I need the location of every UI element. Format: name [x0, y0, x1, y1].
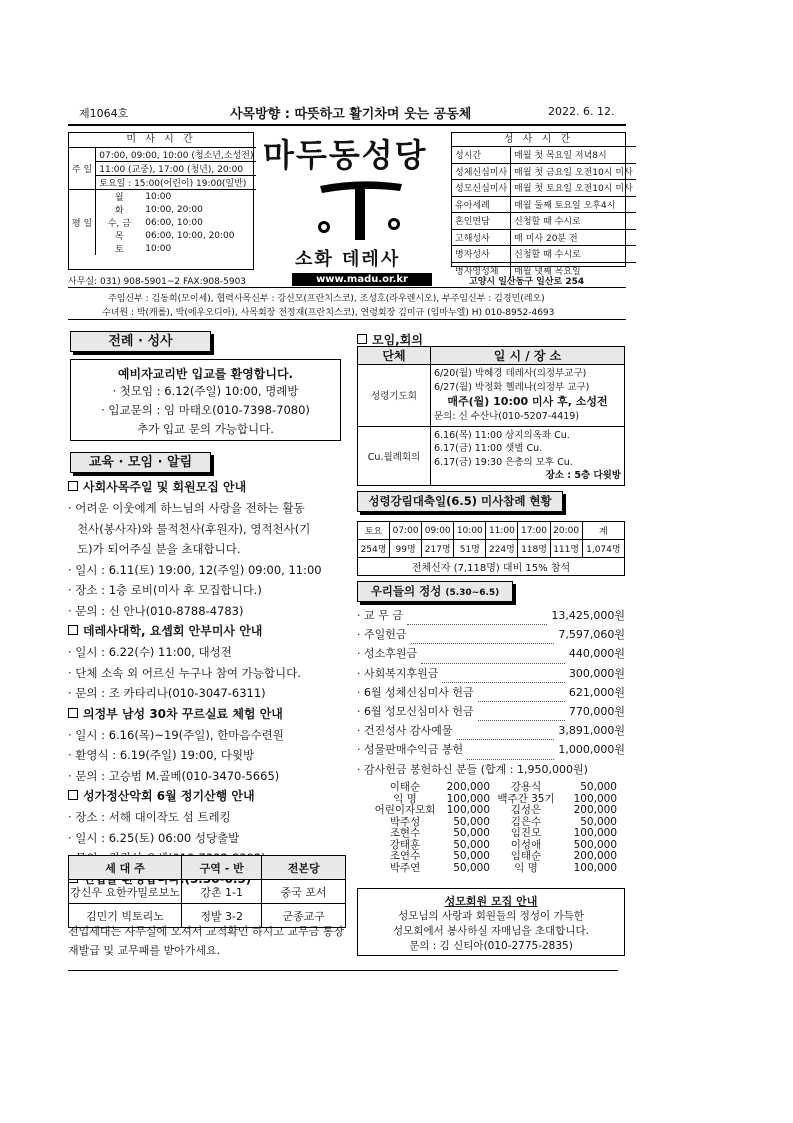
sacrament-name: 성체신심미사: [452, 163, 511, 180]
offering-row: [357, 740, 625, 759]
donor-name: 강태훈: [389, 838, 421, 851]
meeting-group: 성령기도회: [358, 365, 431, 427]
meeting-place: 장소 : 5층 다윗방: [545, 470, 621, 481]
donor-amount: 500,000: [573, 838, 617, 851]
sacrament-row: [452, 229, 636, 246]
sacrament-row: [452, 163, 636, 180]
offering-row: [357, 644, 625, 663]
meetings-header: 일 시 / 장 소: [431, 347, 625, 365]
staff-line: 수녀원 : 박(캐롤), 박(에우오디아), 사목회장 전정재(프란치스코), 연령회장 김미규 (임마누엘) H) 010-8952-4693: [102, 308, 555, 318]
donor-row: [370, 851, 620, 863]
square-bullet-icon: [68, 708, 78, 718]
news-line: · 단체 소속 외 어르신 누구나 참여 가능합니다.: [68, 665, 301, 680]
attendance-value: 99명: [390, 540, 422, 558]
donor-amount: 100,000: [573, 827, 617, 839]
donor-row: [370, 863, 620, 875]
office-address: 고양시 일산동구 일산로 254: [469, 277, 585, 287]
donor-amount: 50,000: [453, 850, 490, 862]
offering-name: · 사회복지후원금: [357, 666, 439, 680]
dot-leader: [442, 664, 565, 683]
issue-date: 2022. 6. 12.: [548, 105, 615, 118]
catechumen-line: · 입교문의 : 임 마태오(010-7398-7080): [101, 403, 310, 417]
attendance-header: 09:00: [422, 522, 454, 540]
meeting-details: [431, 426, 625, 485]
attendance-note-row: [358, 558, 625, 576]
news-line: · 일시 : 6.11(토) 19:00, 12(주일) 09:00, 11:00: [68, 562, 322, 577]
weekday-day: 토: [114, 245, 124, 255]
sacrament-row: [452, 246, 636, 263]
sacrament-time: 매월 둘째 토요일 오후4시: [511, 196, 636, 213]
saturday-times: 토요일 : 15:00(어린이) 19:00(일반): [96, 176, 257, 190]
sunday-row-3: [69, 176, 256, 190]
offering-name: · 6월 성체신심미사 헌금: [357, 685, 474, 699]
dot-leader: [478, 683, 565, 702]
offering-row: [357, 683, 625, 702]
meeting-highlight: 매주(월) 10:00 미사 후, 소성전: [447, 395, 608, 408]
meeting-line: 6/27(월) 박정화 헬레나(의정부 교구): [434, 381, 590, 393]
sacrament-name: 병자성사: [452, 246, 511, 263]
attendance-note: 전체신자 (7,118명) 대비 15% 참석: [358, 558, 625, 576]
sacrament-time: 신청할 때 수시로: [511, 213, 636, 230]
office-divider: [68, 287, 626, 288]
news-title-text: 데레사대학, 요셉회 안부미사 안내: [83, 624, 263, 638]
offering-period: (5.30~6.5): [445, 588, 500, 598]
catechumen-title: 예비자교리반 입교를 환영합니다.: [117, 367, 294, 381]
dot-leader: [467, 740, 554, 759]
meeting-details: [431, 365, 625, 427]
sacrament-name: 병자영성체: [452, 262, 511, 278]
transfer-header: 전본당: [262, 856, 346, 880]
offering-name: · 교 무 금: [357, 609, 403, 622]
offering-list: [357, 606, 625, 779]
attendance-table: [357, 521, 625, 576]
parish-name: 마두동성당: [263, 136, 428, 174]
donor-amount: 100,000: [573, 792, 617, 805]
offering-amount: 1,000,000원: [558, 743, 625, 757]
offering-amount: 621,000원: [568, 685, 625, 699]
sacraments-box: [451, 132, 633, 277]
attendance-value: 118명: [518, 540, 550, 558]
attendance-header: 계: [582, 522, 624, 540]
news-line: · 문의 : 고승범 M.골베(010-3470-5665): [68, 768, 280, 783]
square-bullet-icon: [68, 481, 78, 491]
parish-patron: 소화 데레사: [295, 249, 401, 270]
table-row: [69, 880, 346, 904]
donor-name: 백주간 35기: [497, 792, 555, 805]
news-title: [68, 477, 348, 498]
square-bullet-icon: [357, 334, 367, 344]
sunday-times-2: 11:00 (교중), 17:00 (청년), 20:00: [96, 162, 257, 176]
offering-row: [357, 625, 625, 644]
transfer-header-row: [69, 856, 346, 880]
news-line: · 일시 : 6.22(수) 11:00, 대성전: [68, 645, 232, 659]
transfer-cell: 중국 포서: [262, 880, 346, 904]
donor-amount: 50,000: [453, 815, 490, 828]
issue-number: 제1064호: [79, 107, 129, 120]
news-line: · 어려운 이웃에게 하느님의 사랑을 전하는 활동: [68, 501, 305, 515]
donor-name: 익 명: [514, 861, 538, 874]
offering-name: · 6월 성모신심미사 헌금: [357, 705, 474, 719]
sacrament-time: 매 미사 20분 전: [511, 229, 636, 246]
sacrament-time: 매월 첫 금요일 오전10시 미사: [511, 163, 636, 180]
meeting-line: 6.17(금) 11:00 샛별 Cu.: [434, 443, 543, 454]
sacrament-row: [452, 196, 636, 213]
meeting-line: 6.17(금) 19:30 은총의 모후 Cu.: [434, 456, 573, 468]
news-title-text: 사회사목주일 및 회원모집 안내: [83, 480, 247, 494]
news-line: · 문의 : 조 카타리나(010-3047-6311): [68, 686, 266, 700]
meeting-contact: 문의: 신 수산나(010-5207-4419): [434, 411, 580, 422]
news-line: · 일시 : 6.16(목)~19(주일), 한마음수련원: [68, 727, 284, 742]
donor-name: 어린이자모회: [374, 804, 436, 816]
dot-leader: [457, 721, 555, 740]
weekday-time: 10:00, 20:00: [145, 204, 203, 215]
meetings-header: 단체: [358, 347, 431, 365]
donor-amount: 200,000: [573, 804, 617, 816]
donor-amount: 50,000: [580, 815, 617, 828]
offering-title: [357, 581, 513, 602]
attendance-value: 1,074명: [582, 540, 624, 558]
donor-name: 박주연: [389, 861, 421, 874]
donor-name: 강용식: [510, 781, 542, 793]
donor-amount: 100,000: [446, 792, 490, 805]
donor-name: 조연수: [389, 850, 421, 862]
transfer-cell: 강촌 1-1: [182, 880, 262, 904]
weekday-day: 수, 금: [107, 219, 131, 229]
donor-name: 임태순: [510, 850, 542, 862]
attendance-value: 111명: [550, 540, 582, 558]
cross-logo-icon: [310, 172, 410, 242]
sunday-label: 주 일: [69, 148, 96, 190]
donor-amount: 50,000: [453, 827, 490, 839]
offering-amount: 770,000원: [568, 705, 625, 719]
news-title-text: 성가정산악회 6월 정기산행 안내: [83, 789, 255, 803]
dot-leader: [421, 644, 565, 663]
weekday-row-tue: [69, 203, 256, 216]
news-title: [68, 786, 348, 807]
news-title: [68, 621, 348, 642]
offering-row: [357, 721, 625, 740]
offering-name: · 성소후원금: [357, 647, 418, 661]
donors-title: · 감사헌금 봉헌하신 분들 (합계 : 1,950,000원): [357, 762, 588, 776]
transfer-cell: 군종교구: [262, 904, 346, 928]
donor-amount: 50,000: [580, 781, 617, 793]
transfer-title-text: 전입을 환영합니다.(5.30-6.5): [83, 871, 252, 886]
transfer-header: 세 대 주: [69, 856, 182, 880]
sacrament-time: 매월 넷째 목요일: [511, 262, 636, 278]
donor-amount: 200,000: [446, 781, 490, 793]
catechumen-box: [70, 359, 341, 441]
footer-divider: [68, 970, 618, 971]
meeting-group: Cu.월례회의: [358, 426, 431, 485]
catechumen-line: · 첫모임 : 6.12(주일) 10:00, 명례방: [112, 384, 299, 398]
weekday-time: 06:00, 10:00: [145, 217, 203, 228]
meetings-header-row: [358, 347, 625, 365]
recruit-box: [357, 888, 625, 956]
news-line: · 문의 : 신 안나(010-8788-4783): [68, 603, 244, 618]
offering-title-text: 우리들의 정성: [370, 584, 442, 598]
offering-name: · 주일헌금: [357, 628, 407, 642]
meetings-table: [357, 346, 625, 486]
attendance-header: 20:00: [550, 522, 582, 540]
offering-amount: 3,891,000원: [558, 724, 625, 738]
donor-name: 김은수: [510, 815, 542, 828]
weekday-time: 10:00: [145, 243, 172, 254]
sacrament-name: 혼인면담: [452, 213, 511, 230]
priests-line: 주임신부 : 김동희(모이세), 협력사목신부 : 강신모(프란치스코), 조성호(라우렌시오), 부주임신부 : 김경민(레오): [108, 294, 545, 304]
weekday-day: 목: [114, 232, 124, 242]
attendance-value: 254명: [358, 540, 390, 558]
sacrament-time: 신청할 때 수시로: [511, 246, 636, 263]
sacrament-row: [452, 213, 636, 230]
office-contact: 사무실: 031) 908-5901~2 FAX:908-5903: [68, 277, 247, 287]
dot-leader: [407, 606, 548, 625]
website-link[interactable]: www.madu.or.kr: [292, 273, 432, 286]
staff-divider: [68, 319, 626, 320]
donor-amount: 50,000: [453, 861, 490, 874]
news-line: · 장소 : 서해 대이작도 섬 트레킹: [68, 810, 231, 824]
sacrament-name: 고해성사: [452, 229, 511, 246]
offering-name: · 성물판매수익금 봉헌: [357, 743, 464, 757]
meeting-line: 6.16(목) 11:00 상지의옥좌 Cu.: [434, 429, 570, 441]
mass-times-box: [68, 132, 254, 270]
weekday-row-thu: [69, 229, 256, 242]
donor-row: [370, 805, 620, 817]
offering-amount: 300,000원: [568, 666, 625, 680]
attendance-values-row: [358, 540, 625, 558]
donor-row: [370, 782, 620, 794]
offering-amount: 440,000원: [568, 647, 625, 661]
recruit-line: 성모님의 사랑과 회원들의 정성이 가득한: [398, 910, 584, 922]
news-title-text: 의정부 남성 30차 꾸르실료 체험 안내: [83, 706, 283, 721]
donor-name: 이성애: [510, 838, 542, 851]
news-line: 천사(봉사자)와 물적천사(후원자), 영적천사(기: [77, 521, 311, 536]
sacrament-name: 성시간: [452, 147, 511, 164]
donor-name: 김성은: [510, 804, 542, 816]
weekday-time: 06:00, 10:00, 20:00: [145, 230, 235, 241]
square-bullet-icon: [68, 790, 78, 800]
offering-amount: 13,425,000원: [551, 609, 625, 622]
sunday-row-2: [69, 162, 256, 176]
donor-name: 이태순: [389, 781, 421, 793]
recruit-line: 문의 : 김 신티아(010-2775-2835): [409, 940, 573, 952]
donor-row: [370, 828, 620, 840]
attendance-header: 토요: [358, 522, 390, 540]
sunday-times-1: 07:00, 09:00, 10:00 (청소년,소성전): [96, 148, 257, 162]
dot-leader: [478, 702, 565, 721]
section-education: 교육 · 모임 · 알림: [70, 452, 211, 473]
news-line: · 환영식 : 6.19(주일) 19:00, 다윗방: [68, 748, 255, 762]
attendance-value: 224명: [486, 540, 518, 558]
section-liturgy: 전례 · 성사: [70, 331, 211, 352]
offering-row: [357, 702, 625, 721]
recruit-line: 성모회에서 봉사하실 자매님을 초대합니다.: [393, 925, 589, 937]
donor-name: 조현수: [389, 827, 421, 839]
sacrament-name: 유아세례: [452, 196, 511, 213]
news-title: [68, 704, 348, 725]
transfer-note-line: 전입세대는 사무실에 오셔서 교적확인 하시고 교무금 통장: [68, 925, 345, 938]
attendance-value: 51명: [454, 540, 486, 558]
transfer-note-line: 재발급 및 교무패를 받아가세요.: [68, 944, 221, 957]
transfer-header: 구역 - 반: [182, 856, 262, 880]
weekday-day: 화: [114, 206, 124, 216]
donor-name: 익 명: [393, 792, 417, 805]
weekday-label: 평 일: [69, 190, 96, 256]
sacrament-row: [452, 147, 636, 164]
mass-times-table: [69, 147, 256, 255]
offering-row: [357, 664, 625, 683]
attendance-header: 07:00: [390, 522, 422, 540]
transfer-note: [68, 922, 344, 960]
table-row: [358, 365, 625, 427]
news-line: 도)가 되어주실 분을 초대합니다.: [77, 542, 241, 556]
meeting-line: 6/20(월) 박혜경 데레사(의정부교구): [434, 368, 587, 379]
weekday-row-sat: [69, 242, 256, 255]
donors-list: [370, 782, 620, 874]
donor-amount: 200,000: [573, 850, 617, 862]
catechumen-line: 추가 입교 문의 가능합니다.: [137, 422, 274, 436]
news-list: [68, 477, 348, 890]
weekday-row-wed-fri: [69, 216, 256, 229]
square-bullet-icon: [68, 625, 78, 635]
transfer-cell: 강신우 요한카밀로보노: [69, 880, 182, 904]
transfer-cell: 정발 3-2: [182, 904, 262, 928]
attendance-header-row: [358, 522, 625, 540]
sacrament-name: 성모신심미사: [452, 180, 511, 197]
offering-amount: 7,597,060원: [558, 628, 625, 642]
sacrament-time: 매월 첫 목요일 저녁8시: [511, 147, 636, 164]
sacrament-time: 매월 첫 토요일 오전10시 미사: [511, 180, 636, 197]
weekday-time: 10:00: [145, 191, 172, 202]
meetings-title-text: 모임,회의: [372, 333, 423, 347]
donor-name: 임진모: [510, 827, 542, 839]
mass-times-title: 미 사 시 간: [69, 133, 253, 148]
attendance-header: 10:00: [454, 522, 486, 540]
donor-amount: 100,000: [446, 804, 490, 816]
sacraments-title: 성 사 시 간: [452, 133, 625, 147]
attendance-title: 성령강림대축일(6.5) 미사참례 현황: [357, 491, 563, 512]
offering-name: · 건진성사 감사예물: [357, 724, 453, 738]
transfer-cell: 김민기 빅토리노: [69, 904, 182, 928]
news-line: · 일시 : 6.25(토) 06:00 성당출발: [68, 830, 240, 845]
donor-amount: 100,000: [573, 861, 617, 874]
recruit-title: 성모회원 모집 안내: [444, 895, 538, 908]
sacraments-table: [452, 146, 636, 278]
weekday-row-mon: [69, 190, 256, 204]
sunday-row-1: [69, 148, 256, 162]
pastoral-motto: 사목방향 : 따뜻하고 활기차며 웃는 공동체: [230, 107, 472, 122]
header-divider: [68, 124, 626, 126]
donor-amount: 50,000: [453, 838, 490, 851]
news-line: · 문의 : 김진석 요셉(010-7332-8392): [68, 851, 266, 865]
table-row: [358, 426, 625, 485]
sacrament-row: [452, 180, 636, 197]
weekday-day: 월: [114, 193, 124, 203]
attendance-value: 217명: [422, 540, 454, 558]
attendance-header: 17:00: [518, 522, 550, 540]
transfer-table: [68, 855, 346, 928]
attendance-header: 11:00: [486, 522, 518, 540]
donor-name: 박주성: [389, 815, 421, 828]
offering-row: [357, 606, 625, 625]
news-line: · 장소 : 1층 로비(미사 후 모집합니다.): [68, 583, 262, 597]
dot-leader: [411, 625, 555, 644]
